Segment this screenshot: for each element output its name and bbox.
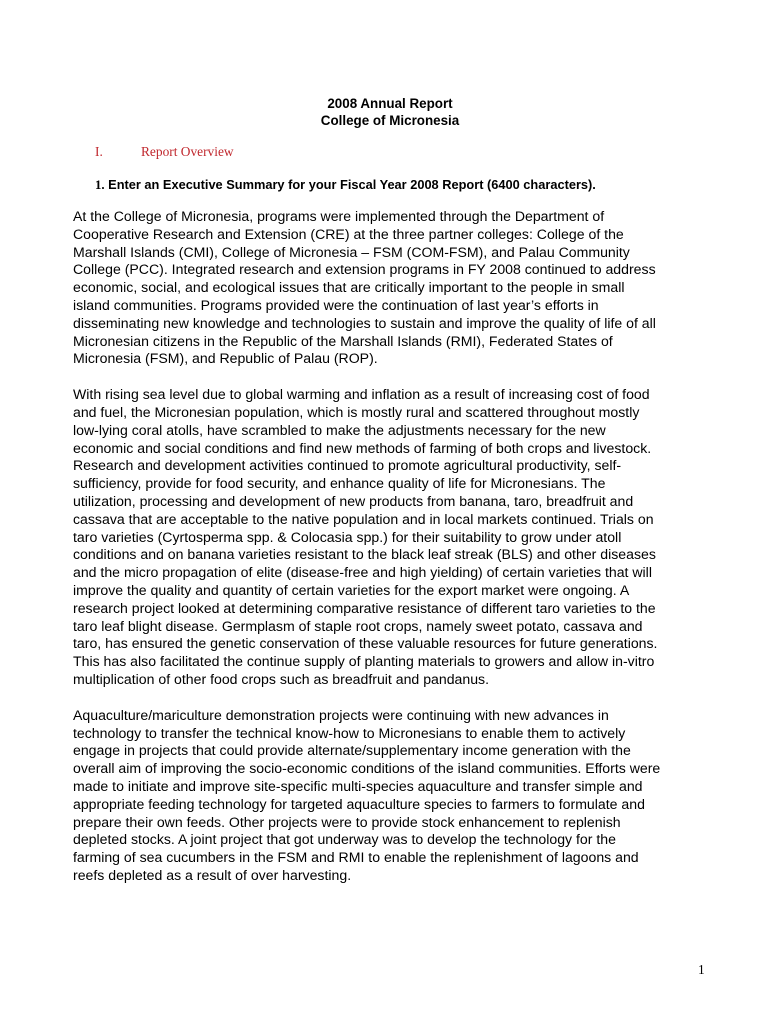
text-line: engage in projects that could provide alternate/supplementary income generation with the <box>73 742 631 759</box>
text-line: cassava that are acceptable to the native population and in local markets continued. Trials on <box>73 510 654 527</box>
text-line: made to initiate and improve site-specific multi-species aquaculture and transfer simple and <box>73 777 643 794</box>
page-number: 1 <box>698 962 705 977</box>
text-line: sufficiency, provide for food security, and enhance quality of life for Micronesians. The <box>73 475 606 492</box>
text-line: disseminating new knowledge and technologies to sustain and improve the quality of life of all <box>73 314 656 331</box>
text-line: With rising sea level due to global warming and inflation as a result of increasing cost of food <box>73 386 650 403</box>
paragraph-3 <box>73 707 713 885</box>
text-line: farming of sea cucumbers in the FSM and RMI to enable the replenishment of lagoons and <box>73 849 639 866</box>
text-line: economic, social, and ecological issues that are critically important to the people in small <box>73 279 625 296</box>
text-line: Aquaculture/mariculture demonstration projects were continuing with new advances in <box>73 706 609 723</box>
text-line: utilization, processing and development of new products from banana, taro, breadfruit and <box>73 492 634 509</box>
text-line: overall aim of improving the socio-economic conditions of the island communities. Efforts were <box>73 760 661 777</box>
executive-summary-body <box>73 208 713 903</box>
text-line: prepare their own feeds. Other projects were to provide stock enhancement to replenish <box>73 813 621 830</box>
text-line: Micronesia (FSM), and Republic of Palau (ROP). <box>73 350 378 367</box>
text-line: Marshall Islands (CMI), College of Micronesia – FSM (COM-FSM), and Palau Community <box>73 243 630 260</box>
text-line: improve the quality and quantity of certain varieties for the export market were ongoing. A <box>73 581 630 598</box>
section-title: Report Overview <box>141 144 234 159</box>
question-number: 1. <box>95 178 105 192</box>
text-line: multiplication of other food crops such as breadfruit and pandanus. <box>73 670 490 687</box>
section-heading <box>95 143 234 160</box>
text-line: College (PCC). Integrated research and extension programs in FY 2008 continued to address <box>73 261 656 278</box>
text-line: Micronesian citizens in the Republic of the Marshall Islands (RMI), Federated States of <box>73 332 613 349</box>
text-line: depleted stocks. A joint project that got underway was to develop the technology for the <box>73 831 616 848</box>
text-line: island communities. Programs provided were the continuation of last year’s efforts in <box>73 296 599 313</box>
paragraph-1 <box>73 208 713 368</box>
question-prompt <box>95 176 596 194</box>
text-line: At the College of Micronesia, programs were implemented through the Department of <box>73 208 605 224</box>
text-line: economic and social conditions and find new methods of farming of both crops and livestock. <box>73 439 652 456</box>
text-line: reefs depleted as a result of over harvesting. <box>73 866 352 883</box>
question-text: Enter an Executive Summary for your Fiscal Year 2008 Report (6400 characters). <box>104 177 596 192</box>
text-line: and fuel, the Micronesian population, which is mostly rural and scattered throughout mostly <box>73 403 640 420</box>
text-line: This has also facilitated the continue supply of planting materials to growers and allow in-vitro <box>73 653 655 670</box>
paragraph-2 <box>73 386 713 689</box>
text-line: conditions and on banana varieties resistant to the black leaf streak (BLS) and other diseases <box>73 546 656 563</box>
report-title <box>0 95 770 129</box>
report-title-line-1: 2008 Annual Report <box>327 96 453 111</box>
text-line: research project looked at determining comparative resistance of different taro varieties to the <box>73 599 656 616</box>
text-line: taro varieties (Cyrtosperma spp. & Colocasia spp.) for their suitability to grow under atoll <box>73 528 622 545</box>
text-line: Cooperative Research and Extension (CRE) at the three partner colleges: College of the <box>73 225 624 242</box>
text-line: Research and development activities continued to promote agricultural productivity, self- <box>73 457 622 474</box>
text-line: taro leaf blight disease. Germplasm of staple root crops, namely sweet potato, cassava and <box>73 617 643 634</box>
section-number: I. <box>95 144 103 159</box>
text-line: technology to transfer the technical know-how to Micronesians to enable them to actively <box>73 724 626 741</box>
text-line: appropriate feeding technology for targeted aquaculture species to farmers to formulate and <box>73 795 645 812</box>
report-title-line-2: College of Micronesia <box>320 113 460 128</box>
text-line: taro, has ensured the genetic conservation of these valuable resources for future generations. <box>73 635 658 652</box>
text-line: and the micro propagation of elite (disease-free and high yielding) of certain varieties that will <box>73 564 652 581</box>
text-line: low-lying coral atolls, have scrambled to make the adjustments necessary for the new <box>73 421 606 438</box>
